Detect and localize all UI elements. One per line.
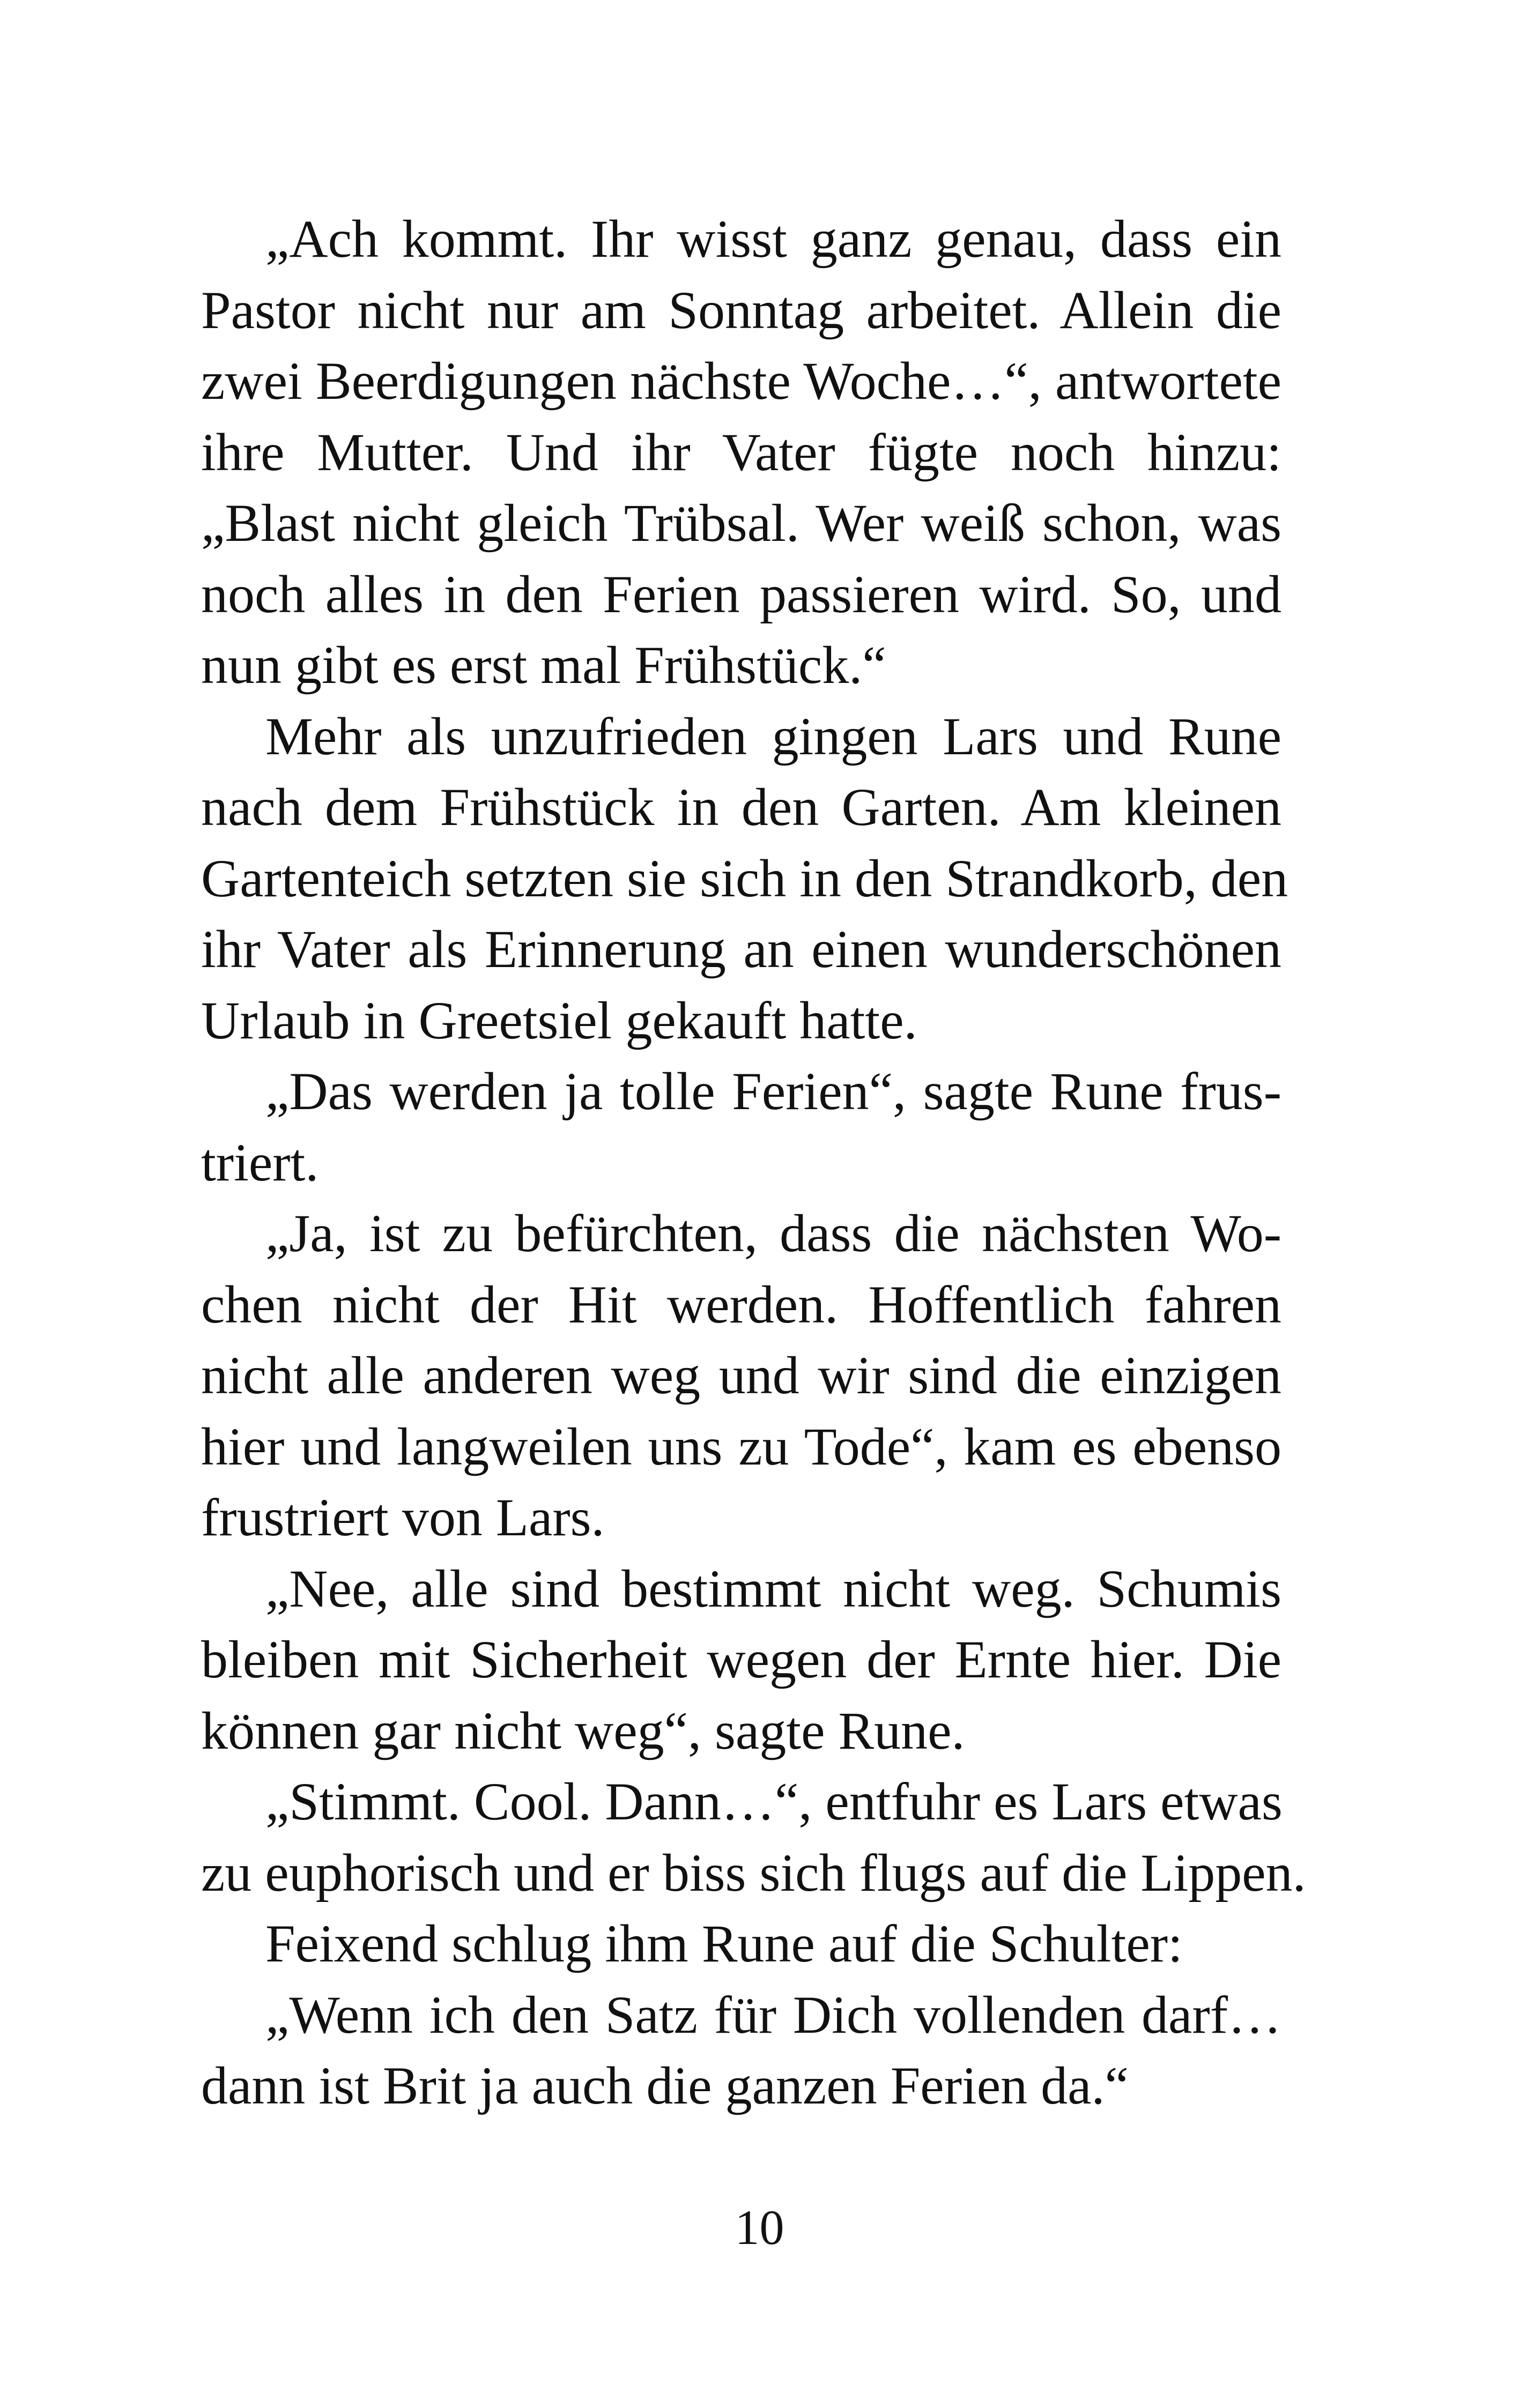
paragraph-4 bbox=[201, 1198, 1281, 1554]
text-line: Urlaub in Greetsiel gekauft hatte. bbox=[201, 990, 917, 1050]
paragraph-3 bbox=[201, 1056, 1281, 1198]
text-line: noch alles in den Ferien passieren wird. So, und bbox=[201, 564, 1281, 624]
text-line: „Nee, alle sind bestimmt nicht weg. Schumis bbox=[265, 1558, 1281, 1618]
text-line: „Wenn ich den Satz für Dich vollenden darf… bbox=[265, 1985, 1281, 2045]
text-line: triert. bbox=[201, 1132, 319, 1192]
paragraph-5 bbox=[201, 1554, 1281, 1767]
text-line: „Das werden ja tolle Ferien“, sagte Rune frus- bbox=[265, 1061, 1281, 1121]
text-line: nun gibt es erst mal Frühstück.“ bbox=[201, 635, 886, 695]
paragraph-6 bbox=[201, 1766, 1306, 1908]
text-line: nach dem Frühstück in den Garten. Am kleinen bbox=[201, 777, 1281, 837]
text-line: Mehr als unzufrieden gingen Lars und Rune bbox=[265, 706, 1281, 766]
text-line: Gartenteich setzten sie sich in den Strandkorb, den bbox=[201, 848, 1288, 908]
text-line: nicht alle anderen weg und wir sind die einzigen bbox=[201, 1346, 1281, 1405]
text-line: Pastor nicht nur am Sonntag arbeitet. Allein die bbox=[201, 280, 1281, 340]
text-line: ihr Vater als Erinnerung an einen wunderschönen bbox=[201, 919, 1281, 979]
text-line: „Ja, ist zu befürchten, dass die nächsten Wo- bbox=[265, 1203, 1281, 1263]
text-line: ihre Mutter. Und ihr Vater fügte noch hinzu: bbox=[201, 422, 1281, 482]
page-number: 10 bbox=[735, 2200, 784, 2255]
text-line: Feixend schlug ihm Rune auf die Schulter: bbox=[265, 1914, 1183, 1973]
text-line: dann ist Brit ja auch die ganzen Ferien da.“ bbox=[201, 2056, 1129, 2115]
text-line: „Stimmt. Cool. Dann…“, entfuhr es Lars etwas bbox=[265, 1772, 1283, 1831]
paragraph-8 bbox=[201, 1980, 1281, 2122]
body-text bbox=[201, 204, 1306, 2122]
paragraph-1 bbox=[201, 204, 1281, 701]
text-line: chen nicht der Hit werden. Hoffentlich fahren bbox=[201, 1274, 1281, 1334]
text-line: zu euphorisch und er biss sich flugs auf die Lippen. bbox=[201, 1842, 1306, 1902]
text-line: zwei Beerdigungen nächste Woche…“, antwortete bbox=[201, 351, 1281, 411]
text-line: „Ach kommt. Ihr wisst ganz genau, dass ein bbox=[265, 209, 1281, 269]
text-line: hier und langweilen uns zu Tode“, kam es ebenso bbox=[201, 1416, 1281, 1476]
text-line: „Blast nicht gleich Trübsal. Wer weiß schon, was bbox=[201, 493, 1281, 553]
text-line: können gar nicht weg“, sagte Rune. bbox=[201, 1700, 965, 1760]
paragraph-2 bbox=[201, 701, 1288, 1057]
text-line: bleiben mit Sicherheit wegen der Ernte hier. Die bbox=[201, 1630, 1281, 1689]
text-line: frustriert von Lars. bbox=[201, 1488, 605, 1547]
paragraph-7 bbox=[201, 1908, 1281, 1980]
